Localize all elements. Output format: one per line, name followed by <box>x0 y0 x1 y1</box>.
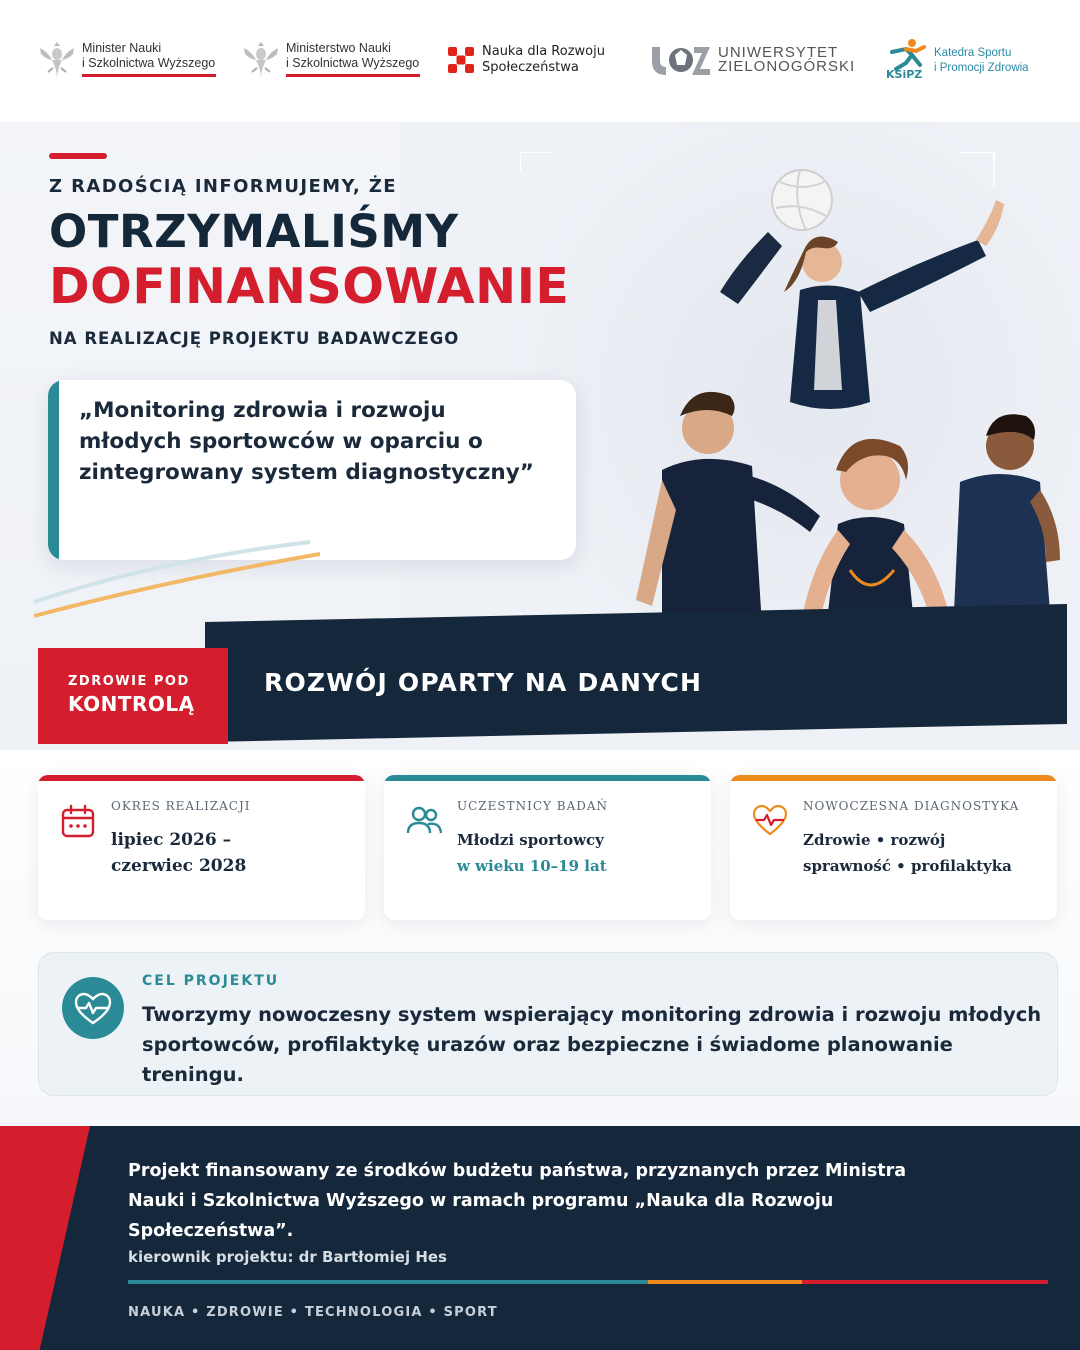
accent-dash <box>49 153 107 159</box>
card-diagnostics-topbar <box>730 775 1057 781</box>
ndrs-mark-icon <box>446 45 476 75</box>
users-icon <box>406 803 442 839</box>
heart-pulse-icon <box>62 977 124 1039</box>
card-diagnostics-value-line1: Zdrowie • rozwój <box>803 831 946 849</box>
project-title-card <box>48 380 576 560</box>
ministry-line2: i Szkolnictwa Wyższego <box>286 56 420 70</box>
eagle-emblem-icon <box>38 38 76 80</box>
footer <box>0 1126 1080 1350</box>
eagle-emblem-icon <box>242 38 280 80</box>
footer-tags: NAUKA • ZDROWIE • TECHNOLOGIA • SPORT <box>128 1305 498 1320</box>
minister-line2: i Szkolnictwa Wyższego <box>82 56 216 70</box>
ndrs-line1: Nauka dla Rozwoju <box>482 44 605 59</box>
card-period-value <box>111 827 246 879</box>
hero-title-line2: DOFINANSOWANIE <box>49 258 570 315</box>
project-title-quote: „Monitoring zdrowia i rozwoju młodych sportowców w oparciu o zintegrowany system diagnostyczny” <box>79 398 534 485</box>
card-diagnostics-value-line2: sprawność • profilaktyka <box>803 857 1012 875</box>
goal-icon-circle <box>62 977 124 1039</box>
ksipz-line2: i Promocji Zdrowia <box>934 62 1029 74</box>
ksipz-badge: KSiPZ <box>886 68 923 81</box>
footer-line-orange <box>648 1280 802 1284</box>
uz-logo <box>650 43 855 77</box>
ksipz-logo <box>884 38 1029 84</box>
footer-project-lead: kierownik projektu: dr Bartłomiej Hes <box>128 1248 447 1266</box>
card-participants <box>384 775 711 920</box>
ksipz-line1: Katedra Sportu <box>934 47 1012 59</box>
banner-red-line1: ZDROWIE POD <box>68 674 190 689</box>
card-diagnostics-label: NOWOCZESNA DIAGNOSTYKA <box>803 799 1020 813</box>
card-diagnostics <box>730 775 1057 920</box>
hero-kicker: Z RADOŚCIĄ INFORMUJEMY, ŻE <box>49 176 397 197</box>
banner-red-line2: KONTROLĄ <box>68 692 195 716</box>
quote-accent-bar <box>48 380 59 560</box>
ministry-logo <box>242 38 420 80</box>
footer-red-wedge <box>0 1126 90 1350</box>
ndrs-line2: Społeczeństwa <box>482 60 579 75</box>
hero-title-line1: OTRZYMALIŚMY <box>49 205 459 258</box>
card-participants-value-line2: w wieku 10–19 lat <box>457 857 607 875</box>
minister-line1: Minister Nauki <box>82 41 162 55</box>
uz-emblem-icon <box>650 43 712 77</box>
ndrs-logo <box>446 44 605 76</box>
heart-pulse-icon <box>752 803 788 839</box>
hero-subtitle: NA REALIZACJĘ PROJEKTU BADAWCZEGO <box>49 329 460 348</box>
ministry-underline <box>286 74 420 77</box>
uz-line2: ZIELONOGÓRSKI <box>718 58 856 75</box>
card-participants-label: UCZESTNICY BADAŃ <box>457 799 609 813</box>
card-period-value-line1: lipiec 2026 – <box>111 830 232 850</box>
card-participants-topbar <box>384 775 711 781</box>
ksipz-runner-icon <box>884 38 928 84</box>
footer-line-red <box>802 1280 1048 1284</box>
minister-logo <box>38 38 216 80</box>
goal-label: CEL PROJEKTU <box>142 973 280 989</box>
decorative-swoosh <box>0 540 320 630</box>
card-participants-value <box>457 827 607 879</box>
ministry-line1: Ministerstwo Nauki <box>286 41 391 55</box>
footer-line-teal <box>128 1280 648 1284</box>
calendar-icon <box>60 803 96 839</box>
card-period <box>38 775 365 920</box>
minister-underline <box>82 74 216 77</box>
card-period-value-line2: czerwiec 2028 <box>111 856 247 876</box>
card-diagnostics-value <box>803 827 1012 879</box>
card-participants-value-line1: Młodzi sportowcy <box>457 831 604 849</box>
footer-funding-text: Projekt finansowany ze środków budżetu państwa, przyznanych przez Ministra Nauki i Szkolnictwa Wyższego w ramach programu „Nauka dla Rozwoju Społeczeństwa”. <box>128 1161 907 1241</box>
card-period-topbar <box>38 775 365 781</box>
banner-title: ROZWÓJ OPARTY NA DANYCH <box>264 668 703 697</box>
footer-color-lines <box>128 1280 1048 1284</box>
project-goal-box <box>38 952 1058 1096</box>
card-period-label: OKRES REALIZACJI <box>111 799 251 813</box>
logo-bar <box>0 0 1080 122</box>
uz-line1: UNIWERSYTET <box>718 44 839 61</box>
goal-text: Tworzymy nowoczesny system wspierający monitoring zdrowia i rozwoju młodych sportowców, profilaktykę urazów oraz bezpieczne i świadome planowanie treningu. <box>142 1003 1042 1086</box>
banner-red-tag <box>38 648 228 744</box>
